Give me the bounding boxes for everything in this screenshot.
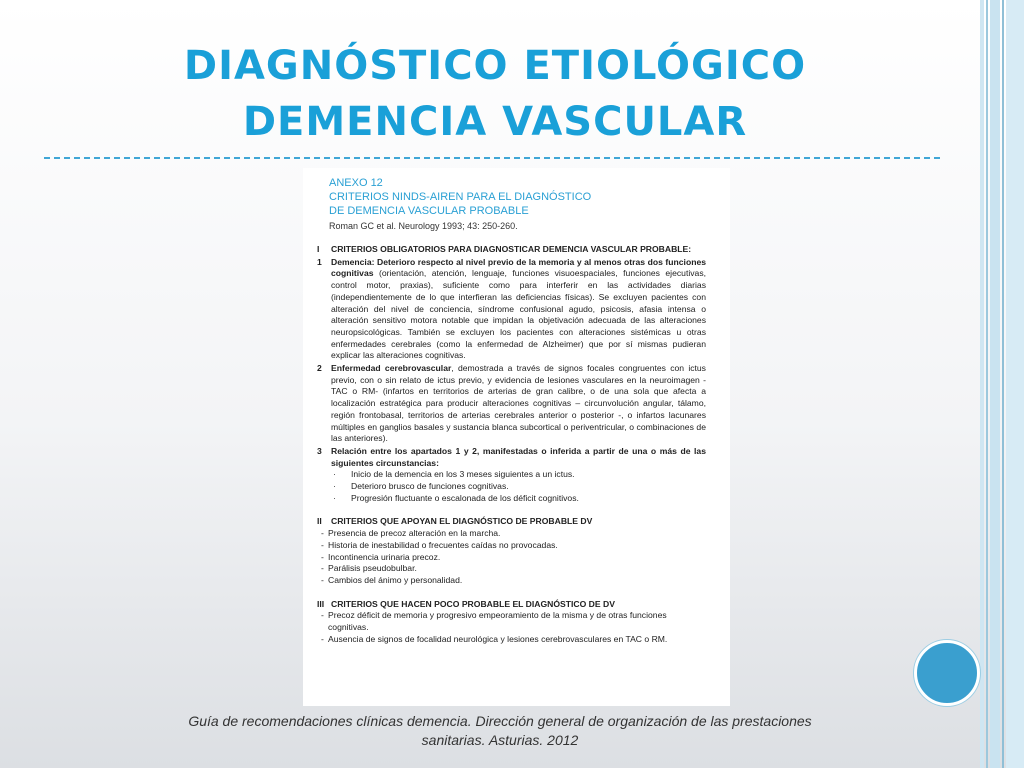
criterion-body — [331, 446, 706, 469]
decorative-circle — [914, 640, 980, 706]
criterion-item — [317, 257, 706, 362]
bullet-text: Cambios del ánimo y personalidad. — [328, 574, 463, 585]
bullet-item: - Precoz déficit de memoria y progresivo empeoramiento de la misma y de otras funciones cognitivas. — [317, 610, 706, 633]
bullet-text: Parálisis pseudobulbar. — [328, 563, 417, 574]
criterion-number: 2 — [317, 363, 322, 374]
slide-title-line2: DEMENCIA VASCULAR — [242, 99, 748, 145]
sub-item-text: Inicio de la demencia en los 3 meses siguientes a un ictus. — [351, 469, 575, 480]
caption-line1: Guía de recomendaciones clínicas demencia. Dirección general de organización de las prestaciones — [188, 713, 812, 729]
section-heading — [317, 244, 706, 256]
bullet-text: Incontinencia urinaria precoz. — [328, 551, 441, 562]
bullet-item: - Incontinencia urinaria precoz. — [321, 551, 441, 562]
stripe — [1006, 0, 1024, 768]
stripe — [1002, 0, 1004, 768]
sub-item-text: Deterioro brusco de funciones cognitivas. — [351, 481, 509, 492]
bullet-text: Presencia de precoz alteración en la marcha. — [328, 528, 501, 539]
title-divider — [44, 157, 940, 159]
annex-title-line2: DE DEMENCIA VASCULAR PROBABLE — [329, 205, 529, 217]
criterion-text: (orientación, atención, lenguaje, funciones visuoespaciales, funciones ejecutivas, control motor, praxias), suficiente como para interferir en las actividades diarias (independientemente de lo que interfieran las deficiencias físicas). Se excluyen pacientes con alteración del nivel de conciencia, síndrome confusional agudo, psicosis, afasia intensa o alteración sensitivo motora notable que impidan la objetivación adecuada de las alteraciones neuropsicológicas. También se excluyen los pacientes con alteraciones sistémicas u otras enfermedades cerebrales (como la enfermedad de Alzheimer) que por sí mismas pudieran explicar las alteraciones cognitivas. — [331, 268, 706, 361]
sub-item: · Deterioro brusco de funciones cognitivas. — [333, 481, 509, 492]
criterion-bold: Enfermedad cerebrovascular — [331, 363, 452, 374]
section-numeral: I — [317, 244, 320, 254]
criterion-item — [317, 446, 706, 469]
slide-title — [60, 38, 930, 150]
section-title: CRITERIOS OBLIGATORIOS PARA DIAGNOSTICAR DEMENCIA VASCULAR PROBABLE: — [331, 244, 692, 254]
criterion-bold: Relación entre los apartados 1 y 2, manifestadas o inferida a partir de una o más de las siguientes circunstancias: — [331, 445, 706, 468]
bullet-item: - Parálisis pseudobulbar. — [321, 563, 417, 574]
criterion-number: 1 — [317, 256, 322, 267]
criterion-bold: Demencia: Deterioro respecto al nivel previo de la memoria y al menos otras dos funciones cognitivas — [331, 256, 706, 279]
source-caption — [90, 712, 910, 750]
bullet-text: Precoz déficit de memoria y progresivo empeoramiento de la misma y de otras funciones cognitivas. — [328, 610, 667, 633]
slide-title-line1: DIAGNÓSTICO ETIOLÓGICO — [183, 43, 807, 89]
annex-header — [317, 176, 706, 232]
annex-number: ANEXO 12 — [329, 177, 383, 189]
right-decorative-stripes — [980, 0, 1024, 768]
bullet-item: - Cambios del ánimo y personalidad. — [321, 574, 463, 585]
sub-item-text: Progresión fluctuante o escalonada de los déficit cognitivos. — [351, 492, 579, 503]
section-title: CRITERIOS QUE APOYAN EL DIAGNÓSTICO DE PROBABLE DV — [331, 516, 593, 527]
section-title: CRITERIOS QUE HACEN POCO PROBABLE EL DIAGNÓSTICO DE DV — [331, 598, 615, 609]
annex-document-image — [303, 168, 730, 706]
criterion-body — [331, 363, 706, 445]
section-numeral: II — [317, 516, 322, 527]
section-heading — [317, 599, 706, 611]
section-heading — [317, 516, 706, 528]
stripe — [980, 0, 984, 768]
bullet-text: Ausencia de signos de focalidad neurológica y lesiones cerebrovasculares en TAC o RM. — [328, 633, 668, 644]
bullet-item: - Presencia de precoz alteración en la marcha. — [321, 528, 501, 539]
sub-item: · Inicio de la demencia en los 3 meses siguientes a un ictus. — [333, 469, 575, 480]
sub-item: · Progresión fluctuante o escalonada de los déficit cognitivos. — [333, 492, 579, 503]
bullet-item: - Historia de inestabilidad o frecuentes caídas no provocadas. — [321, 539, 558, 550]
annex-title-line1: CRITERIOS NINDS-AIREN PARA EL DIAGNÓSTICO — [329, 191, 592, 203]
caption-line2: sanitarias. Asturias. 2012 — [421, 732, 579, 748]
annex-reference: Roman GC et al. Neurology 1993; 43: 250-260. — [329, 221, 518, 231]
section-numeral: III — [317, 598, 325, 609]
criterion-item — [317, 363, 706, 445]
criterion-text: , demostrada a través de signos focales congruentes con ictus previo, con o sin relato de ictus previo, y evidencia de lesiones vasculares en la neuroimagen -TAC o RM- (infartos en territorios de arterias de gran calibre, o de una sola que afecta a localización estratégica para producir alteraciones cognitivas – circunvolución angular, tálamo, región frontobasal, territorios de arterias cerebrales anterior o posterior -, o infartos lacunares múltiples en ganglios basales y sustancia blanca subcortical o periventricular, o combinaciones de las anteriores). — [331, 363, 706, 444]
stripe — [990, 0, 1000, 768]
criterion-body — [331, 257, 706, 362]
criterion-number: 3 — [317, 445, 322, 456]
stripe — [986, 0, 988, 768]
bullet-text: Historia de inestabilidad o frecuentes caídas no provocadas. — [328, 539, 558, 550]
bullet-item: - Ausencia de signos de focalidad neurológica y lesiones cerebrovasculares en TAC o RM. — [321, 633, 668, 644]
